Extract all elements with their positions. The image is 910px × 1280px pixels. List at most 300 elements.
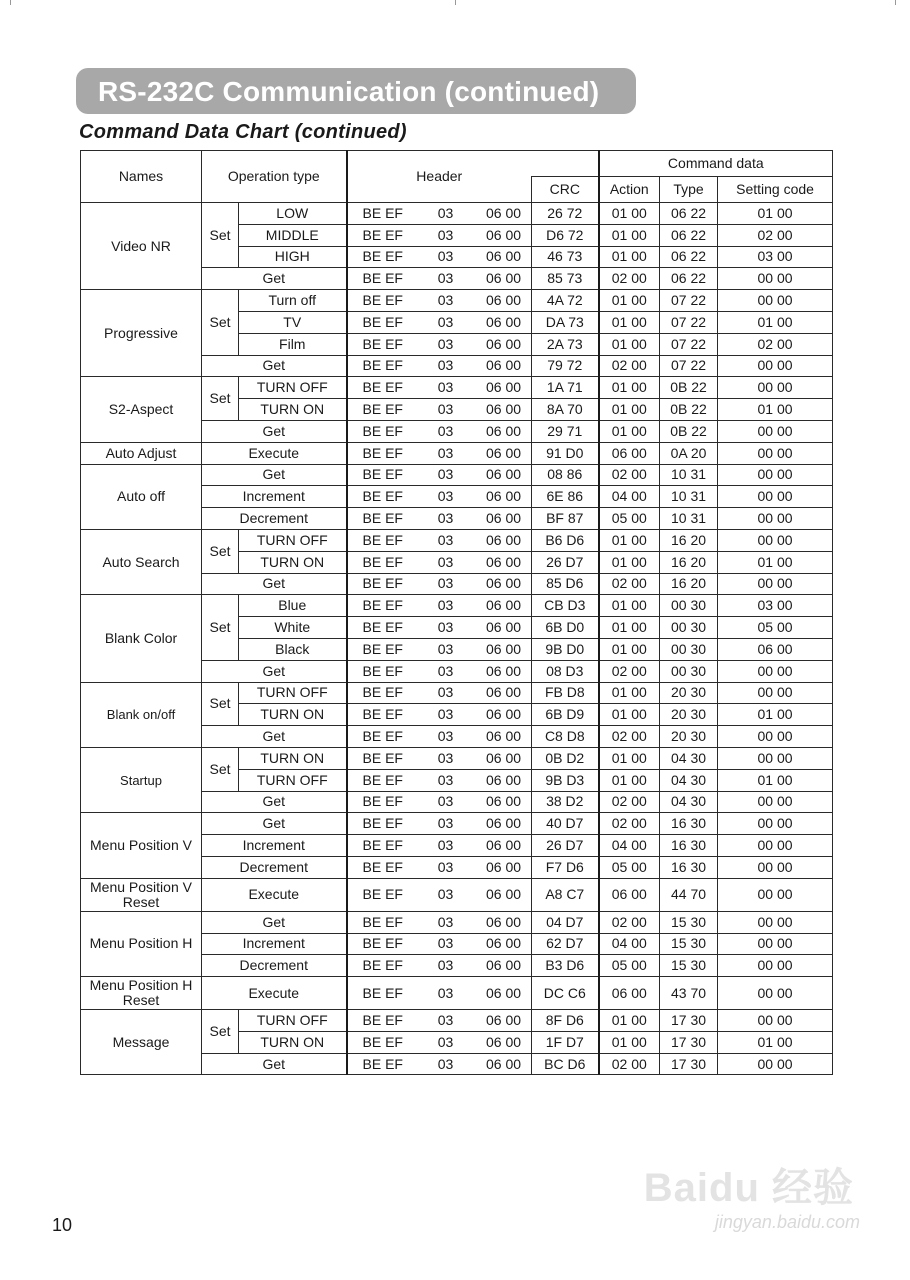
operation: Increment [202, 835, 347, 857]
table-row [81, 977, 833, 1010]
header-byte-2: 03 [423, 704, 469, 726]
setting-code-value: 00 00 [718, 911, 833, 933]
operation: Get [202, 911, 347, 933]
operation: Get [202, 813, 347, 835]
col-header-command-data: Command data [599, 151, 833, 177]
type-value: 06 22 [660, 224, 718, 246]
setting-code-value: 00 00 [718, 377, 833, 399]
operation: Get [202, 660, 347, 682]
setting-code-value: 01 00 [718, 1031, 833, 1053]
operation: Decrement [202, 508, 347, 530]
action-value: 05 00 [599, 955, 660, 977]
action-value: 02 00 [599, 573, 660, 595]
crc-value: 79 72 [532, 355, 599, 377]
command-name: Auto Adjust [81, 442, 202, 464]
header-byte-1: BE EF [347, 442, 423, 464]
page-number: 10 [52, 1215, 73, 1235]
crc-value: BF 87 [532, 508, 599, 530]
command-name: Message [81, 1010, 202, 1075]
set-label: Set [202, 747, 239, 791]
header-byte-1: BE EF [347, 595, 423, 617]
crc-value: 38 D2 [532, 791, 599, 813]
header-byte-3: 06 00 [469, 333, 532, 355]
operation: Black [239, 638, 347, 660]
header-byte-2: 03 [423, 726, 469, 748]
type-value: 17 30 [660, 1010, 718, 1032]
setting-code-value: 00 00 [718, 747, 833, 769]
crc-value: 8F D6 [532, 1010, 599, 1032]
header-byte-2: 03 [423, 933, 469, 955]
type-value: 17 30 [660, 1031, 718, 1053]
action-value: 01 00 [599, 769, 660, 791]
header-byte-2: 03 [423, 268, 469, 290]
type-value: 16 20 [660, 551, 718, 573]
operation: Execute [202, 878, 347, 911]
setting-code-value: 00 00 [718, 933, 833, 955]
crc-value: 6E 86 [532, 486, 599, 508]
command-name: Blank Color [81, 595, 202, 682]
header-byte-2: 03 [423, 355, 469, 377]
col-header-setting-code: Setting code [718, 177, 833, 203]
header-byte-2: 03 [423, 224, 469, 246]
action-value: 01 00 [599, 595, 660, 617]
header-byte-3: 06 00 [469, 529, 532, 551]
header-byte-3: 06 00 [469, 355, 532, 377]
action-value: 02 00 [599, 791, 660, 813]
action-value: 04 00 [599, 486, 660, 508]
header-byte-2: 03 [423, 486, 469, 508]
type-value: 07 22 [660, 290, 718, 312]
header-byte-3: 06 00 [469, 878, 532, 911]
command-name: Menu Position H [81, 911, 202, 976]
type-value: 10 31 [660, 464, 718, 486]
setting-code-value: 00 00 [718, 268, 833, 290]
crc-value: 4A 72 [532, 290, 599, 312]
setting-code-value: 00 00 [718, 508, 833, 530]
table-row [81, 464, 833, 486]
crc-value: DA 73 [532, 311, 599, 333]
type-value: 16 30 [660, 856, 718, 878]
action-value: 01 00 [599, 704, 660, 726]
type-value: 07 22 [660, 311, 718, 333]
header-byte-1: BE EF [347, 617, 423, 639]
operation: TURN ON [239, 747, 347, 769]
crc-value: 8A 70 [532, 399, 599, 421]
header-byte-2: 03 [423, 333, 469, 355]
command-name: Auto off [81, 464, 202, 529]
header-byte-3: 06 00 [469, 420, 532, 442]
crc-value: 9B D0 [532, 638, 599, 660]
crop-mark [455, 0, 456, 5]
header-byte-3: 06 00 [469, 1031, 532, 1053]
header-byte-3: 06 00 [469, 769, 532, 791]
crc-value: 29 71 [532, 420, 599, 442]
header-byte-1: BE EF [347, 955, 423, 977]
header-byte-3: 06 00 [469, 955, 532, 977]
command-name: Progressive [81, 290, 202, 377]
crc-value: BC D6 [532, 1053, 599, 1075]
operation: TURN OFF [239, 769, 347, 791]
operation: LOW [239, 203, 347, 225]
crc-value: 6B D0 [532, 617, 599, 639]
header-byte-2: 03 [423, 203, 469, 225]
header-byte-1: BE EF [347, 835, 423, 857]
crc-value: B3 D6 [532, 955, 599, 977]
setting-code-value: 00 00 [718, 682, 833, 704]
table-row [81, 290, 833, 312]
section-banner: RS-232C Communication (continued) [76, 68, 636, 114]
header-byte-1: BE EF [347, 246, 423, 268]
table-row [81, 442, 833, 464]
action-value: 01 00 [599, 1031, 660, 1053]
crc-value: 0B D2 [532, 747, 599, 769]
type-value: 0B 22 [660, 377, 718, 399]
setting-code-value: 00 00 [718, 835, 833, 857]
operation: HIGH [239, 246, 347, 268]
crc-value: DC C6 [532, 977, 599, 1010]
action-value: 01 00 [599, 246, 660, 268]
header-byte-1: BE EF [347, 911, 423, 933]
header-byte-2: 03 [423, 529, 469, 551]
header-byte-2: 03 [423, 551, 469, 573]
action-value: 06 00 [599, 442, 660, 464]
crc-value: 9B D3 [532, 769, 599, 791]
header-byte-2: 03 [423, 290, 469, 312]
header-byte-2: 03 [423, 813, 469, 835]
header-byte-1: BE EF [347, 224, 423, 246]
header-byte-3: 06 00 [469, 508, 532, 530]
crc-value: 85 73 [532, 268, 599, 290]
action-value: 01 00 [599, 682, 660, 704]
operation: Get [202, 420, 347, 442]
header-byte-3: 06 00 [469, 595, 532, 617]
header-byte-3: 06 00 [469, 856, 532, 878]
crc-value: 85 D6 [532, 573, 599, 595]
header-byte-1: BE EF [347, 638, 423, 660]
header-byte-3: 06 00 [469, 1053, 532, 1075]
action-value: 01 00 [599, 399, 660, 421]
set-label: Set [202, 595, 239, 660]
header-byte-3: 06 00 [469, 224, 532, 246]
operation: Get [202, 791, 347, 813]
header-byte-2: 03 [423, 1031, 469, 1053]
set-label: Set [202, 203, 239, 268]
action-value: 01 00 [599, 638, 660, 660]
operation: TURN ON [239, 551, 347, 573]
setting-code-value: 00 00 [718, 791, 833, 813]
table-row [81, 1010, 833, 1032]
type-value: 0A 20 [660, 442, 718, 464]
header-byte-2: 03 [423, 977, 469, 1010]
operation: MIDDLE [239, 224, 347, 246]
header-byte-1: BE EF [347, 268, 423, 290]
action-value: 02 00 [599, 268, 660, 290]
operation: Blue [239, 595, 347, 617]
header-byte-2: 03 [423, 791, 469, 813]
header-byte-3: 06 00 [469, 617, 532, 639]
header-byte-3: 06 00 [469, 835, 532, 857]
watermark-url: jingyan.baidu.com [714, 1212, 860, 1232]
crc-value: FB D8 [532, 682, 599, 704]
setting-code-value: 00 00 [718, 573, 833, 595]
setting-code-value: 02 00 [718, 224, 833, 246]
header-byte-1: BE EF [347, 420, 423, 442]
setting-code-value: 00 00 [718, 1053, 833, 1075]
header-byte-2: 03 [423, 955, 469, 977]
header-byte-3: 06 00 [469, 377, 532, 399]
operation: Get [202, 726, 347, 748]
operation: TURN ON [239, 704, 347, 726]
command-name: Auto Search [81, 529, 202, 594]
crc-value: A8 C7 [532, 878, 599, 911]
crc-value: 1A 71 [532, 377, 599, 399]
header-byte-3: 06 00 [469, 813, 532, 835]
command-name: Menu Position V [81, 813, 202, 878]
col-header-names: Names [81, 151, 202, 203]
command-name: Menu Position H Reset [81, 977, 202, 1010]
type-value: 07 22 [660, 355, 718, 377]
header-byte-1: BE EF [347, 486, 423, 508]
crc-value: CB D3 [532, 595, 599, 617]
set-label: Set [202, 529, 239, 573]
operation: Get [202, 464, 347, 486]
operation: Increment [202, 486, 347, 508]
setting-code-value: 01 00 [718, 769, 833, 791]
col-header-type: Type [660, 177, 718, 203]
header-byte-1: BE EF [347, 333, 423, 355]
operation: TV [239, 311, 347, 333]
crc-value: 08 D3 [532, 660, 599, 682]
header-byte-1: BE EF [347, 813, 423, 835]
header-byte-1: BE EF [347, 704, 423, 726]
crc-value: 08 86 [532, 464, 599, 486]
action-value: 01 00 [599, 224, 660, 246]
set-label: Set [202, 377, 239, 421]
action-value: 02 00 [599, 726, 660, 748]
action-value: 01 00 [599, 377, 660, 399]
type-value: 43 70 [660, 977, 718, 1010]
action-value: 05 00 [599, 856, 660, 878]
header-byte-2: 03 [423, 595, 469, 617]
header-byte-1: BE EF [347, 377, 423, 399]
type-value: 16 30 [660, 813, 718, 835]
header-byte-3: 06 00 [469, 442, 532, 464]
type-value: 15 30 [660, 933, 718, 955]
setting-code-value: 02 00 [718, 333, 833, 355]
type-value: 20 30 [660, 682, 718, 704]
header-byte-3: 06 00 [469, 311, 532, 333]
crc-value: B6 D6 [532, 529, 599, 551]
operation: Increment [202, 933, 347, 955]
operation: Get [202, 268, 347, 290]
header-byte-3: 06 00 [469, 977, 532, 1010]
header-byte-2: 03 [423, 442, 469, 464]
setting-code-value: 03 00 [718, 246, 833, 268]
header-byte-2: 03 [423, 769, 469, 791]
header-byte-1: BE EF [347, 529, 423, 551]
action-value: 02 00 [599, 660, 660, 682]
header-byte-3: 06 00 [469, 290, 532, 312]
operation: Get [202, 1053, 347, 1075]
action-value: 02 00 [599, 464, 660, 486]
command-name: S2-Aspect [81, 377, 202, 442]
crc-value: 46 73 [532, 246, 599, 268]
header-byte-2: 03 [423, 682, 469, 704]
command-name: Startup [81, 747, 202, 812]
header-byte-2: 03 [423, 420, 469, 442]
set-label: Set [202, 290, 239, 355]
setting-code-value: 05 00 [718, 617, 833, 639]
header-byte-3: 06 00 [469, 551, 532, 573]
operation: Get [202, 355, 347, 377]
command-name: Video NR [81, 203, 202, 290]
setting-code-value: 00 00 [718, 486, 833, 508]
action-value: 02 00 [599, 813, 660, 835]
header-byte-3: 06 00 [469, 464, 532, 486]
type-value: 16 20 [660, 573, 718, 595]
header-byte-2: 03 [423, 878, 469, 911]
header-byte-3: 06 00 [469, 638, 532, 660]
set-label: Set [202, 1010, 239, 1054]
chart-subtitle: Command Data Chart (continued) [79, 121, 407, 143]
header-byte-3: 06 00 [469, 1010, 532, 1032]
command-name: Menu Position V Reset [81, 878, 202, 911]
header-byte-1: BE EF [347, 878, 423, 911]
operation: Decrement [202, 856, 347, 878]
action-value: 01 00 [599, 529, 660, 551]
operation: Execute [202, 977, 347, 1010]
header-byte-3: 06 00 [469, 660, 532, 682]
operation: TURN OFF [239, 1010, 347, 1032]
setting-code-value: 00 00 [718, 355, 833, 377]
setting-code-value: 06 00 [718, 638, 833, 660]
type-value: 16 30 [660, 835, 718, 857]
type-value: 0B 22 [660, 420, 718, 442]
crop-mark [10, 0, 11, 5]
action-value: 01 00 [599, 203, 660, 225]
action-value: 05 00 [599, 508, 660, 530]
type-value: 44 70 [660, 878, 718, 911]
action-value: 01 00 [599, 311, 660, 333]
header-byte-3: 06 00 [469, 911, 532, 933]
header-byte-2: 03 [423, 573, 469, 595]
watermark [640, 1150, 860, 1250]
setting-code-value: 00 00 [718, 977, 833, 1010]
header-byte-1: BE EF [347, 573, 423, 595]
type-value: 06 22 [660, 246, 718, 268]
header-byte-3: 06 00 [469, 704, 532, 726]
action-value: 01 00 [599, 420, 660, 442]
type-value: 04 30 [660, 747, 718, 769]
operation: TURN OFF [239, 377, 347, 399]
operation: TURN ON [239, 1031, 347, 1053]
setting-code-value: 00 00 [718, 813, 833, 835]
header-byte-3: 06 00 [469, 399, 532, 421]
header-byte-1: BE EF [347, 399, 423, 421]
header-byte-3: 06 00 [469, 268, 532, 290]
operation: Decrement [202, 955, 347, 977]
type-value: 00 30 [660, 638, 718, 660]
type-value: 00 30 [660, 595, 718, 617]
crc-value: 2A 73 [532, 333, 599, 355]
type-value: 04 30 [660, 769, 718, 791]
watermark-logo: Baidu 经验 [643, 1166, 854, 1210]
header-byte-2: 03 [423, 856, 469, 878]
header-byte-3: 06 00 [469, 791, 532, 813]
type-value: 20 30 [660, 726, 718, 748]
table-row [81, 813, 833, 835]
header-byte-2: 03 [423, 464, 469, 486]
header-byte-2: 03 [423, 377, 469, 399]
header-byte-3: 06 00 [469, 573, 532, 595]
crc-value: 6B D9 [532, 704, 599, 726]
crc-value: 26 D7 [532, 835, 599, 857]
header-byte-3: 06 00 [469, 726, 532, 748]
setting-code-value: 01 00 [718, 399, 833, 421]
header-byte-2: 03 [423, 311, 469, 333]
setting-code-value: 00 00 [718, 660, 833, 682]
setting-code-value: 00 00 [718, 856, 833, 878]
header-byte-1: BE EF [347, 747, 423, 769]
operation: TURN OFF [239, 682, 347, 704]
col-header-action: Action [599, 177, 660, 203]
operation: White [239, 617, 347, 639]
table-row [81, 747, 833, 769]
header-byte-1: BE EF [347, 791, 423, 813]
header-byte-1: BE EF [347, 1031, 423, 1053]
header-byte-1: BE EF [347, 464, 423, 486]
operation: Get [202, 573, 347, 595]
header-byte-3: 06 00 [469, 747, 532, 769]
action-value: 06 00 [599, 977, 660, 1010]
action-value: 02 00 [599, 355, 660, 377]
operation: Execute [202, 442, 347, 464]
type-value: 00 30 [660, 617, 718, 639]
crc-value: 26 72 [532, 203, 599, 225]
crc-value: 40 D7 [532, 813, 599, 835]
crc-value: 04 D7 [532, 911, 599, 933]
header-byte-1: BE EF [347, 977, 423, 1010]
type-value: 10 31 [660, 486, 718, 508]
set-label: Set [202, 682, 239, 726]
header-byte-1: BE EF [347, 1010, 423, 1032]
setting-code-value: 00 00 [718, 878, 833, 911]
action-value: 02 00 [599, 1053, 660, 1075]
header-byte-2: 03 [423, 638, 469, 660]
action-value: 01 00 [599, 747, 660, 769]
action-value: 04 00 [599, 933, 660, 955]
header-byte-3: 06 00 [469, 203, 532, 225]
table-row [81, 203, 833, 225]
setting-code-value: 00 00 [718, 420, 833, 442]
header-byte-2: 03 [423, 617, 469, 639]
crc-value: F7 D6 [532, 856, 599, 878]
setting-code-value: 00 00 [718, 464, 833, 486]
operation: TURN ON [239, 399, 347, 421]
action-value: 06 00 [599, 878, 660, 911]
operation: TURN OFF [239, 529, 347, 551]
setting-code-value: 01 00 [718, 704, 833, 726]
operation: Film [239, 333, 347, 355]
action-value: 02 00 [599, 911, 660, 933]
header-byte-2: 03 [423, 246, 469, 268]
header-byte-1: BE EF [347, 682, 423, 704]
header-byte-1: BE EF [347, 1053, 423, 1075]
table-row [81, 595, 833, 617]
type-value: 04 30 [660, 791, 718, 813]
type-value: 06 22 [660, 268, 718, 290]
header-byte-1: BE EF [347, 203, 423, 225]
